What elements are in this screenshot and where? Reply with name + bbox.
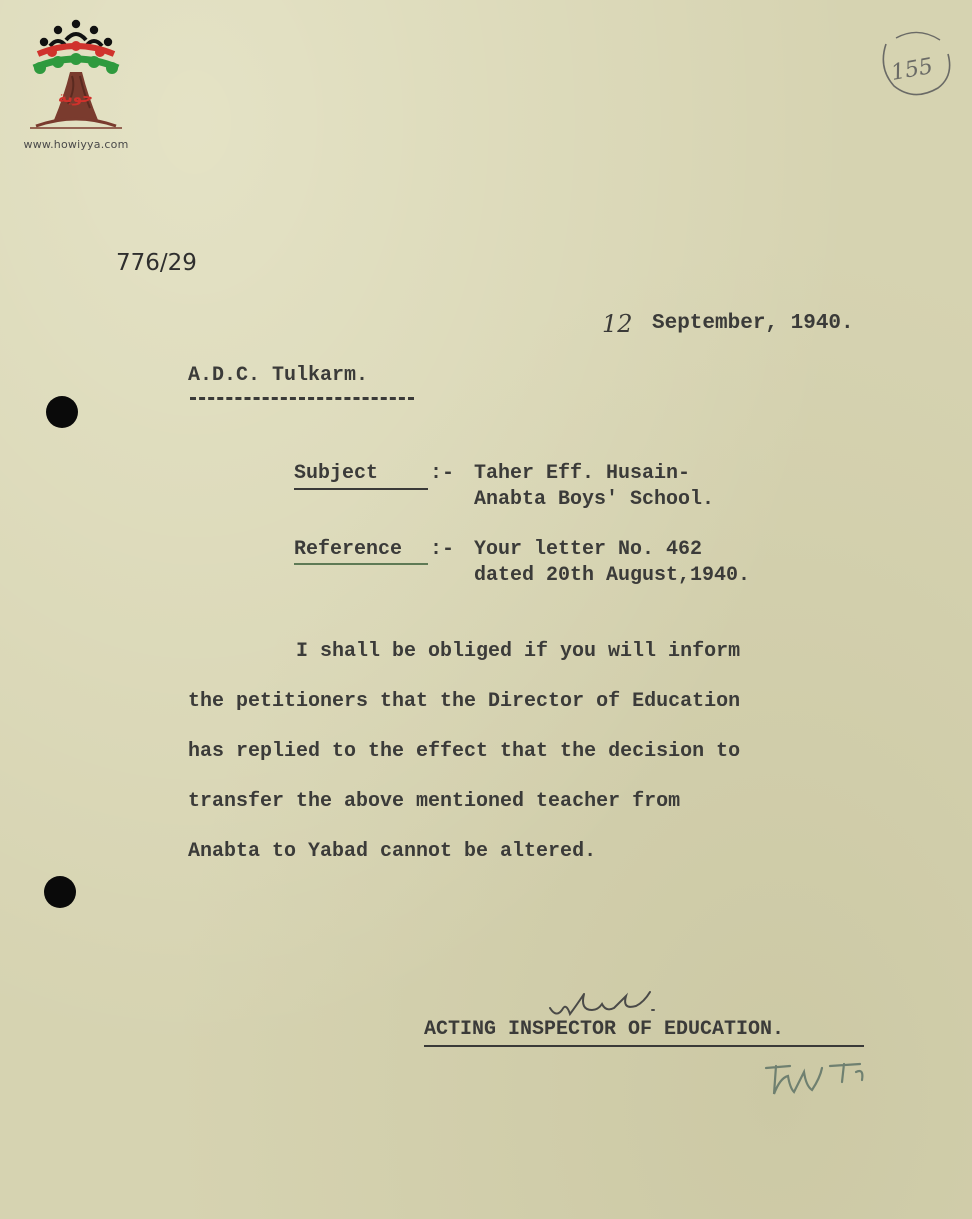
file-reference-number: 776/29 [116,250,197,276]
subject-separator: :- [430,462,455,485]
reference-line-1: Your letter No. 462 [474,538,703,561]
letter-date: September, 1940. [652,312,854,335]
addressee-underline [190,397,414,400]
body-line-2: the petitioners that the Director of Education [188,690,741,713]
punch-hole-top [46,396,78,428]
body-line-1: I shall be obliged if you will inform [296,640,741,663]
logo-url-text[interactable]: www.howiyya.com [23,138,129,151]
body-line-5: Anabta to Yabad cannot be altered. [188,840,597,863]
addressee: A.D.C. Tulkarm. [188,364,369,387]
subject-line-2: Anabta Boys' School. [474,488,715,511]
reference-line-2: dated 20th August,1940. [474,564,751,587]
subject-line-1: Taher Eff. Husain- [474,462,691,485]
family-tree-icon [14,16,138,138]
reference-label: Reference [294,538,403,561]
signature-underline [424,1045,864,1047]
howiyya-wordmark: حوية [58,88,93,106]
body-line-4: transfer the above mentioned teacher from [188,790,681,813]
howiyya-logo[interactable] [14,16,138,156]
handwritten-initials [760,1058,870,1102]
reference-separator: :- [430,538,455,561]
reference-underline [294,563,428,565]
svg-text:12: 12 [602,310,633,338]
handwritten-day [600,306,646,338]
subject-underline [294,488,428,490]
signature-title: ACTING INSPECTOR OF EDUCATION. [424,1018,785,1041]
subject-label: Subject [294,462,379,485]
folio-number: 155 [889,53,935,86]
body-line-3: has replied to the effect that the decision to [188,740,741,763]
folio-stamp [874,24,954,98]
punch-hole-bottom [44,876,76,908]
